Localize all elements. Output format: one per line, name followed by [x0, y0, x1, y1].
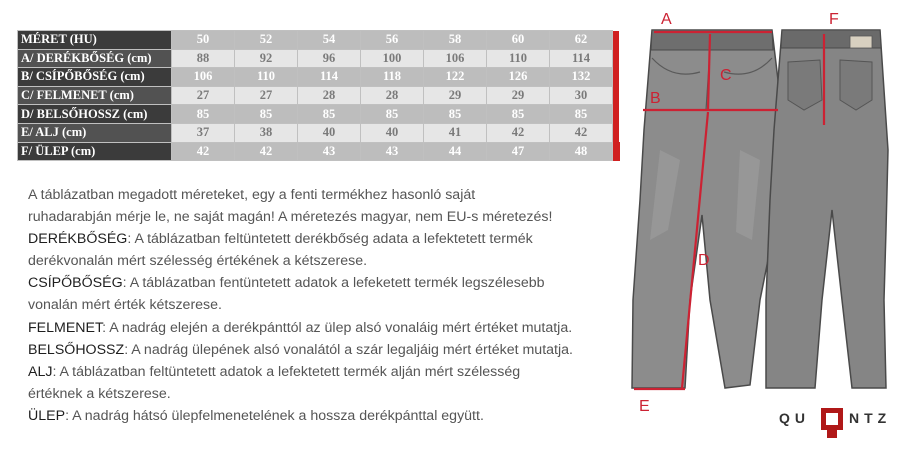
- table-cell: 85: [361, 105, 424, 124]
- table-cell: 100: [361, 49, 424, 68]
- hem-desc: : A táblázatban feltüntetett adatok a lefektetett termék alján mért szélesség: [52, 363, 521, 380]
- size-header-cell: 52: [235, 31, 298, 50]
- table-cell: 40: [298, 123, 361, 142]
- table-cell: 85: [424, 105, 487, 124]
- brand-suffix: NTZ: [849, 410, 892, 426]
- intro-line: A táblázatban megadott méreteket, egy a fenti termékhez hasonló saját: [28, 187, 476, 203]
- table-edge-bar: [613, 105, 620, 124]
- table-edge-bar: [613, 68, 620, 87]
- waist-note-cont: derékvonalán mért szélesség értékének a kétszerese.: [28, 253, 368, 270]
- brand-emblem: [817, 404, 847, 440]
- table-edge-bar: [613, 123, 620, 142]
- hip-term: CSÍPŐBŐSÉG: [28, 275, 123, 292]
- table-cell: 88: [172, 49, 235, 68]
- hip-note: [28, 272, 628, 294]
- table-row: [18, 86, 620, 105]
- table-edge-bar: [613, 31, 620, 50]
- table-edge-bar: [613, 142, 620, 161]
- hem-note-cont: értéknek a kétszerese.: [28, 385, 171, 402]
- size-chart-table: [17, 30, 620, 161]
- table-cell: 29: [487, 86, 550, 105]
- inseam-term: BELSŐHOSSZ: [28, 341, 125, 358]
- hip-note-cont: vonalán mért érték kétszerese.: [28, 297, 222, 314]
- table-cell: 110: [235, 68, 298, 87]
- table-cell: 28: [298, 86, 361, 105]
- table-row: [18, 142, 620, 161]
- hip-desc: : A táblázatban fentüntetett adatok a lefeketett termék legszélesebb: [122, 275, 545, 292]
- letter-d: D: [698, 252, 710, 269]
- table-cell: 30: [550, 86, 613, 105]
- table-cell: 114: [550, 49, 613, 68]
- table-cell: 47: [487, 142, 550, 161]
- size-header-cell: 62: [550, 31, 613, 50]
- row-label: C/ FELMENET (cm): [18, 86, 172, 105]
- hem-note: [28, 361, 628, 383]
- inseam-note: [28, 339, 628, 361]
- table-edge-bar: [613, 49, 620, 68]
- table-row: [18, 105, 620, 124]
- letter-c: C: [720, 67, 732, 84]
- size-header-cell: 60: [487, 31, 550, 50]
- table-cell: 132: [550, 68, 613, 87]
- row-label: D/ BELSŐHOSSZ (cm): [18, 105, 172, 124]
- table-row: [18, 123, 620, 142]
- table-cell: 42: [550, 123, 613, 142]
- table-cell: 27: [235, 86, 298, 105]
- seat-note: [28, 405, 628, 427]
- table-cell: 96: [298, 49, 361, 68]
- intro-line: ruhadarabján mérje le, ne saját magán! A méretezés magyar, nem EU-s méretezés!: [28, 209, 553, 226]
- brand-prefix: QU: [779, 410, 810, 426]
- table-cell: 37: [172, 123, 235, 142]
- table-cell: 40: [361, 123, 424, 142]
- table-cell: 48: [550, 142, 613, 161]
- table-cell: 126: [487, 68, 550, 87]
- hem-term: ALJ: [28, 363, 53, 380]
- row-label: F/ ÜLEP (cm): [18, 142, 172, 161]
- rise-term: FELMENET: [28, 319, 103, 336]
- table-cell: 42: [487, 123, 550, 142]
- size-header-cell: 56: [361, 31, 424, 50]
- brand-logo: [779, 404, 892, 440]
- table-row: [18, 68, 620, 87]
- table-cell: 106: [424, 49, 487, 68]
- table-cell: 28: [361, 86, 424, 105]
- table-cell: 27: [172, 86, 235, 105]
- table-cell: 85: [235, 105, 298, 124]
- rise-desc: : A nadrág elején a derékpánttól az ülep alsó vonaláig mért értéket mutatja.: [102, 319, 573, 336]
- size-header-label: MÉRET (HU): [18, 31, 172, 50]
- table-cell: 114: [298, 68, 361, 87]
- jeans-back: [766, 30, 888, 388]
- table-cell: 92: [235, 49, 298, 68]
- table-edge-bar: [613, 86, 620, 105]
- waist-desc: : A táblázatban feltüntetett derékbőség adata a lefektetett termék: [127, 231, 533, 248]
- row-label: B/ CSÍPŐBŐSÉG (cm): [18, 68, 172, 87]
- table-row: [18, 49, 620, 68]
- table-cell: 42: [172, 142, 235, 161]
- waist-note: [28, 228, 628, 250]
- table-cell: 122: [424, 68, 487, 87]
- table-cell: 42: [235, 142, 298, 161]
- size-header-row: [18, 31, 620, 50]
- letter-e: E: [639, 398, 650, 415]
- row-label: A/ DERÉKBŐSÉG (cm): [18, 49, 172, 68]
- table-cell: 110: [487, 49, 550, 68]
- size-header-cell: 50: [172, 31, 235, 50]
- table-cell: 85: [172, 105, 235, 124]
- table-cell: 85: [550, 105, 613, 124]
- table-cell: 118: [361, 68, 424, 87]
- table-cell: 43: [361, 142, 424, 161]
- table-cell: 41: [424, 123, 487, 142]
- table-cell: 29: [424, 86, 487, 105]
- inseam-desc: : A nadrág ülepének alsó vonalától a szár legaljáig mért értéket mutatja.: [124, 341, 573, 358]
- letter-f: F: [829, 11, 839, 28]
- table-cell: 85: [298, 105, 361, 124]
- size-header-cell: 58: [424, 31, 487, 50]
- table-cell: 106: [172, 68, 235, 87]
- jeans-diagram: [628, 0, 897, 451]
- letter-b: B: [650, 90, 661, 107]
- jeans-front: [632, 30, 782, 388]
- table-cell: 44: [424, 142, 487, 161]
- seat-term: ÜLEP: [28, 407, 66, 424]
- seat-desc: : A nadrág hátsó ülepfelmenetelének a hossza derékpánttal együtt.: [65, 407, 484, 424]
- size-header-cell: 54: [298, 31, 361, 50]
- rise-note: [28, 317, 628, 339]
- table-cell: 38: [235, 123, 298, 142]
- table-cell: 85: [487, 105, 550, 124]
- letter-a: A: [661, 11, 672, 28]
- table-cell: 43: [298, 142, 361, 161]
- measurement-notes: [28, 184, 628, 427]
- waist-term: DERÉKBŐSÉG: [28, 231, 128, 248]
- row-label: E/ ALJ (cm): [18, 123, 172, 142]
